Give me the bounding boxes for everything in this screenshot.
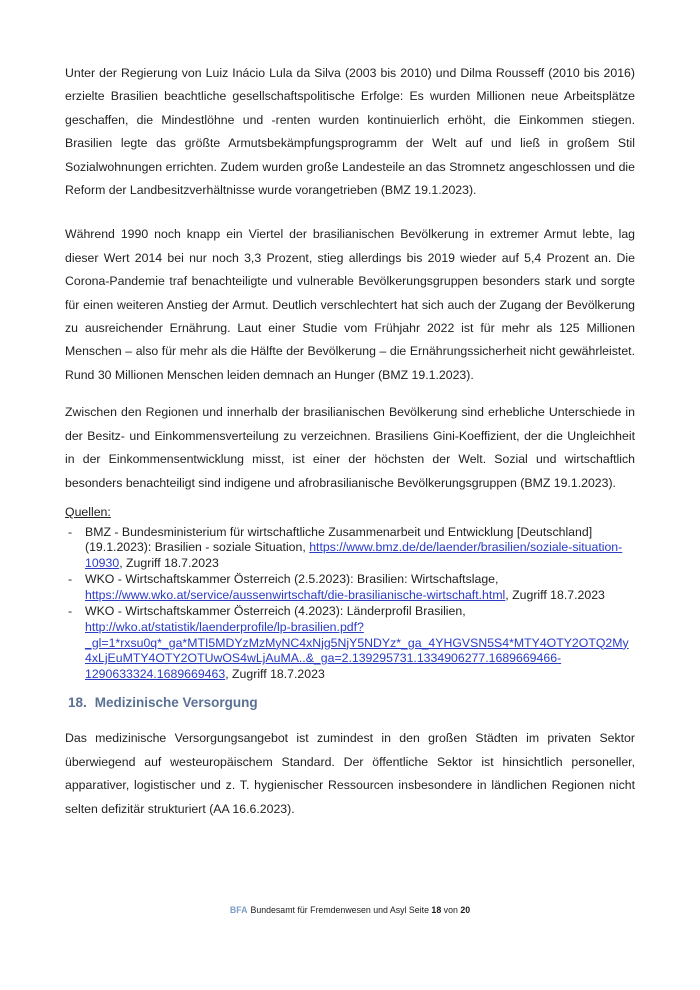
source-bullet: - (68, 572, 73, 587)
source-text-segment: , Zugriff 18.7.2023 (505, 587, 605, 602)
source-bullet: - (68, 604, 73, 619)
source-item (65, 604, 635, 682)
paragraph-inequality: Zwischen den Regionen und innerhalb der brasilianischen Bevölkerung sind erhebliche Unterschiede in der Besitz- und Einkommensverteilung zu verzeichnen. Brasiliens Gini-Koeffizient, der die Ungleichheit in der Einkommensentwicklung misst, ist einer der höchsten der Welt. Sozial und wirtschaftlich besonders benachteiligt sind indigene und afrobrasilianische Bevölkerungsgruppen (BMZ 19.1.2023). (65, 405, 635, 490)
paragraph-medical-care: Das medizinische Versorgungsangebot ist zumindest in den großen Städten im privaten Sektor überwiegend auf westeuropäischem Standard. Der öffentliche Sektor ist hinsichtlich personeller, apparativer, logistischer und z. T. hygienischer Ressourcen insbesondere in ländlichen Regionen nicht selten defizitär strukturiert (AA 16.6.2023). (65, 731, 635, 816)
source-text (85, 572, 635, 603)
source-bullet: - (68, 524, 73, 539)
source-text-segment: BMZ - Bundesministerium für wirtschaftliche Zusammenarbeit und Entwicklung [Deutschland] (19.1.2023): Brasilien - soziale Situation, (85, 524, 593, 555)
bfa-logo: BFA (229, 905, 248, 915)
source-link[interactable]: http://wko.at/statistik/laenderprofile/lp-brasilien.pdf?_gl=1*rxsu0q*_ga*MTI5MDYzMzMyNC4xNjg5NjY5NDYz*_ga_4YHGVSN5S4*MTY4OTY2OTQ2My4xLjEuMTY4OTY2OTUwOS4wLjAuMA..&_ga=2.139295731.1334906277.1689669466-1290633324.1689669463 (85, 620, 629, 681)
footer-org: Bundesamt für Fremdenwesen und Asyl (250, 905, 407, 915)
source-link[interactable]: https://www.wko.at/service/aussenwirtschaft/die-brasilianische-wirtschaft.html (85, 587, 506, 602)
source-text-segment: WKO - Wirtschaftskammer Österreich (2.5.2023): Brasilien: Wirtschaftslage, (85, 572, 499, 587)
footer-page-current: 18 (431, 905, 442, 915)
source-text-segment: WKO - Wirtschaftskammer Österreich (4.2023): Länderprofil Brasilien, (85, 604, 466, 619)
section-heading-medizinische-versorgung (68, 694, 635, 711)
paragraph-lula-government: Unter der Regierung von Luiz Inácio Lula da Silva (2003 bis 2010) und Dilma Rousseff (2010 bis 2016) erzielte Brasilien beachtliche gesellschaftspolitische Erfolge: Es wurden Millionen neue Arbeitsplätze geschaffen, die Mindestlöhne und -renten wurden kontinuierlich erhöht, die Einkommen stiegen. Brasilien legte das größte Armutsbekämpfungsprogramm der Welt auf und ließ in großem Stil Sozialwohnungen errichten. Zudem wurden große Landesteile an das Stromnetz angeschlossen und die Reform der Landbesitzverhältnisse wurde vorangetrieben (BMZ 19.1.2023). (65, 66, 635, 198)
source-text-segment: , Zugriff 18.7.2023 (119, 555, 219, 570)
source-text (85, 525, 635, 572)
paragraph-poverty-statistics: Während 1990 noch knapp ein Viertel der brasilianischen Bevölkerung in extremer Armut lebte, lag dieser Wert 2014 bei nur noch 3,3 Prozent, stieg allerdings bis 2019 wieder auf 5,4 Prozent an. Die Corona-Pandemie traf benachteiligte und vulnerable Bevölkerungsgruppen besonders stark und sorgte für einen weiteren Anstieg der Armut. Deutlich verschlechtert hat sich auch der Zugang der Bevölkerung zu ausreichender Ernährung. Laut einer Studie vom Frühjahr 2022 ist für mehr als 125 Millionen Menschen – also für mehr als die Hälfte der Bevölkerung – die Ernährungssicherheit nicht gewährleistet. Rund 30 Millionen Menschen leiden demnach an Hunger (BMZ 19.1.2023). (65, 227, 635, 382)
section-title: Medizinische Versorgung (94, 695, 258, 711)
footer-separator: von (443, 905, 458, 915)
source-link[interactable]: https://www.bmz.de/de/laender/brasilien/soziale-situation-10930 (85, 540, 623, 570)
page-footer (0, 904, 700, 916)
section-number: 18. (68, 695, 87, 711)
sources-list (65, 525, 635, 683)
source-text-segment: , Zugriff 18.7.2023 (225, 666, 325, 681)
source-item (65, 525, 635, 572)
sources-heading: Quellen: (65, 504, 111, 519)
footer-page-total: 20 (460, 905, 471, 915)
source-item (65, 572, 635, 603)
footer-page-label: Seite (408, 905, 429, 915)
source-text (85, 604, 635, 682)
